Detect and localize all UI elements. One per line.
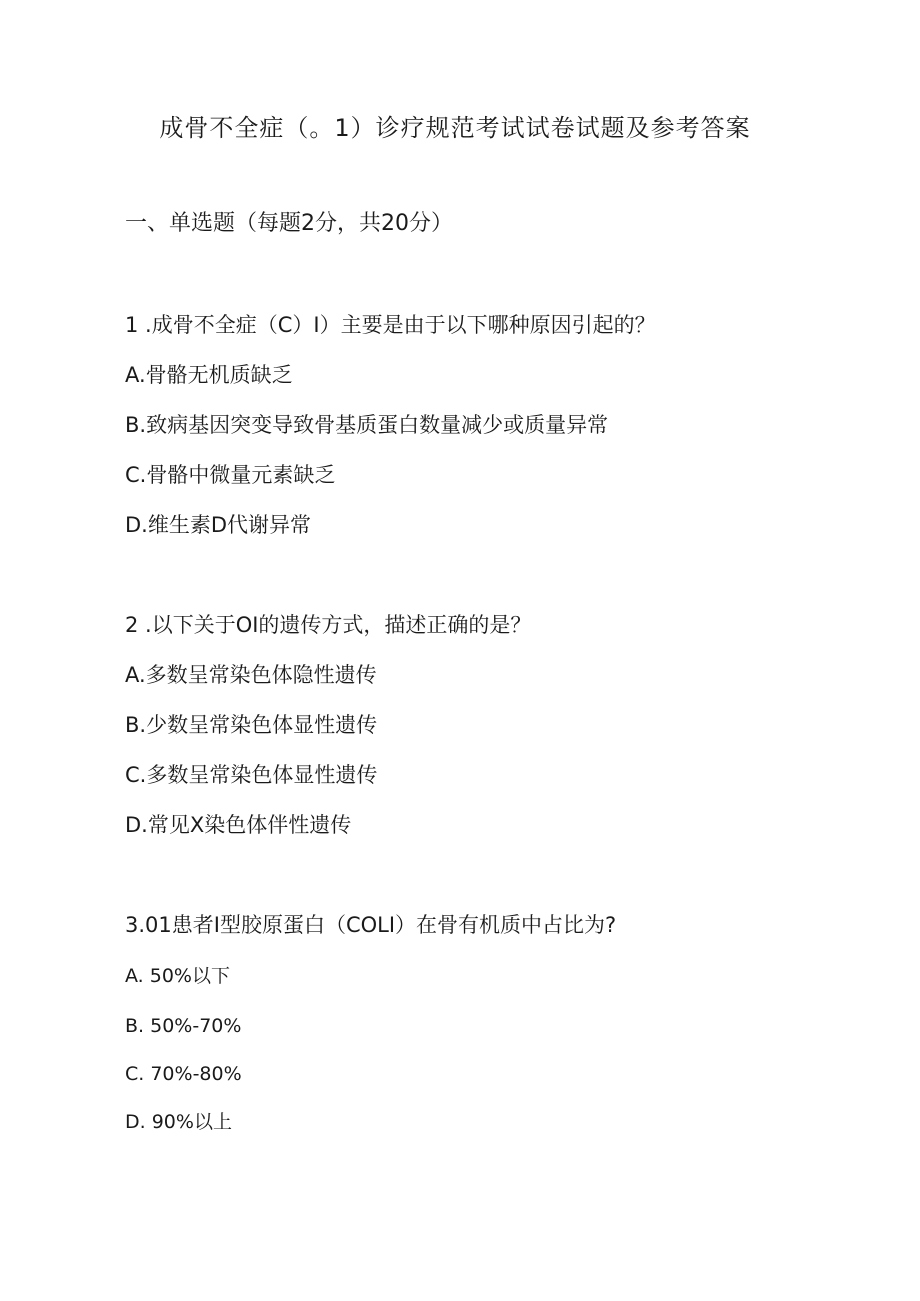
question-1-stem: 1 .成骨不全症（C）I）主要是由于以下哪种原因引起的？ bbox=[125, 313, 656, 337]
question-2-option-c: C.多数呈常染色体显性遗传 bbox=[125, 763, 378, 787]
question-2-option-d: D.常见X染色体伴性遗传 bbox=[125, 813, 352, 837]
question-2-option-a: A.多数呈常染色体隐性遗传 bbox=[125, 663, 377, 687]
section-heading: 一、单选题（每题2分，共20分） bbox=[125, 211, 453, 236]
question-3-option-c: C. 70%-80% bbox=[125, 1063, 242, 1085]
question-1-option-a: A.骨骼无机质缺乏 bbox=[125, 363, 293, 387]
question-3-option-a: A. 50%以下 bbox=[125, 965, 230, 987]
question-1-option-c: C.骨骼中微量元素缺乏 bbox=[125, 463, 336, 487]
question-2-option-b: B.少数呈常染色体显性遗传 bbox=[125, 713, 378, 737]
question-1-option-b: B.致病基因突变导致骨基质蛋白数量减少或质量异常 bbox=[125, 413, 609, 437]
question-3-option-b: B. 50%-70% bbox=[125, 1015, 242, 1037]
question-3-option-d: D. 90%以上 bbox=[125, 1111, 232, 1133]
question-1-option-d: D.维生素D代谢异常 bbox=[125, 513, 312, 537]
document-title: 成骨不全症（。1）诊疗规范考试试卷试题及参考答案 bbox=[159, 114, 751, 142]
question-3-stem: 3.01患者I型胶原蛋白（COLI）在骨有机质中占比为? bbox=[125, 913, 617, 937]
question-2-stem: 2 .以下关于OI的遗传方式，描述正确的是？ bbox=[125, 613, 532, 637]
